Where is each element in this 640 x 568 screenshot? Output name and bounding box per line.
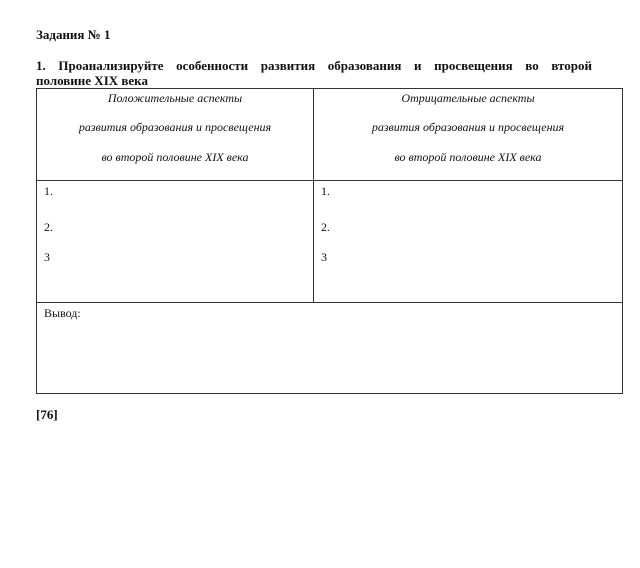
positive-aspects-header xyxy=(37,89,314,181)
header-line: во второй половине XIX века xyxy=(101,150,249,164)
table-list-row xyxy=(37,181,623,303)
header-line: Отрицательные аспекты xyxy=(401,91,535,105)
list-item: 2. xyxy=(321,220,330,234)
positive-aspects-cell[interactable] xyxy=(37,181,314,303)
list-item: 1. xyxy=(44,184,53,198)
header-line: во второй половине XIX века xyxy=(394,150,542,164)
task-text-line-1: 1. Проанализируйте особенности развития образования и просвещения во второй xyxy=(36,58,592,73)
header-line: Положительные аспекты xyxy=(107,91,243,105)
analysis-table xyxy=(36,88,623,394)
task-text-line-2: половине XIX века xyxy=(36,73,148,88)
negative-aspects-cell[interactable] xyxy=(314,181,623,303)
negative-aspects-header xyxy=(314,89,623,181)
header-line: развития образования и просвещения xyxy=(371,120,565,134)
list-item: 1. xyxy=(321,184,330,198)
reference-number: [76] xyxy=(36,407,58,422)
section-heading: Задания № 1 xyxy=(36,27,111,42)
list-item: 2. xyxy=(44,220,53,234)
conclusion-label: Вывод: xyxy=(44,306,81,320)
list-item: 3 xyxy=(44,250,50,264)
conclusion-cell[interactable] xyxy=(37,303,623,394)
header-line: развития образования и просвещения xyxy=(78,120,272,134)
table-header-row xyxy=(37,89,623,181)
list-item: 3 xyxy=(321,250,327,264)
table-conclusion-row xyxy=(37,303,623,394)
